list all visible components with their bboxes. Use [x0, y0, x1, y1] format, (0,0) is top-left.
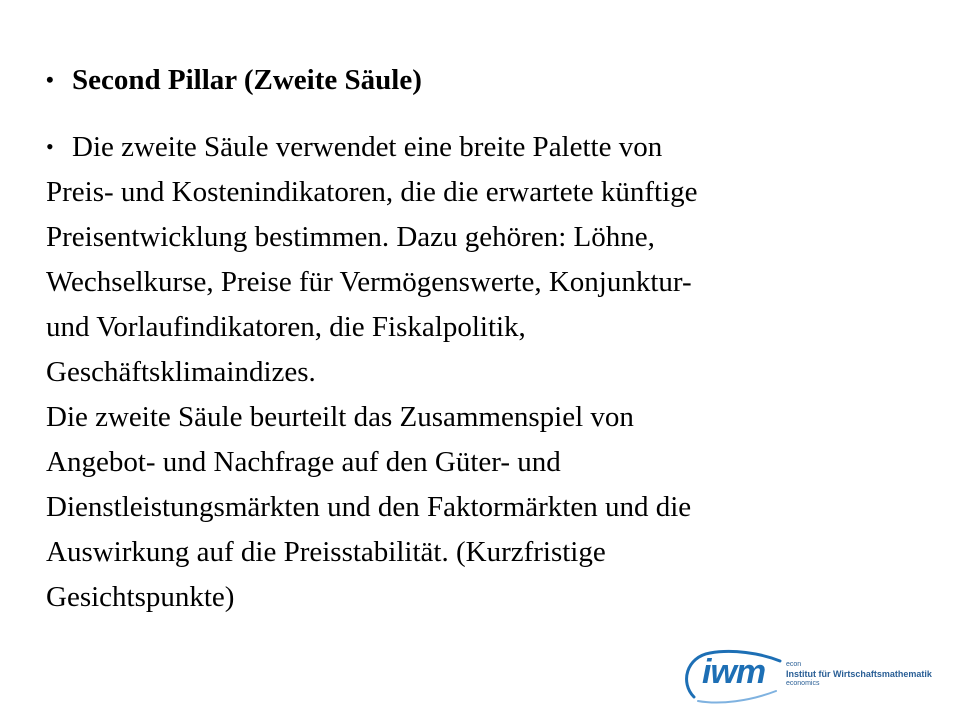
body-line: Auswirkung auf die Preisstabilität. (Kurzfristige	[46, 536, 606, 568]
logo-line-institute: Institut für Wirtschaftsmathematik	[786, 669, 932, 679]
bullet-icon: •	[46, 134, 54, 159]
body-line: Angebot- und Nachfrage auf den Güter- und	[46, 446, 561, 478]
body-line-first	[46, 124, 926, 170]
logo-line-economics: economics	[786, 680, 820, 687]
body-line: Wechselkurse, Preise für Vermögenswerte, Konjunktur-	[46, 266, 692, 298]
iwm-logo	[680, 647, 932, 705]
body-text	[46, 124, 926, 620]
body-line: Dienstleistungsmärkten und den Faktormärkten und die	[46, 491, 692, 523]
logo-line-econ: econ	[786, 661, 802, 668]
body-line: Geschäftsklimaindizes.	[46, 356, 316, 388]
body-line: Preis- und Kostenindikatoren, die die erwartete künftige	[46, 176, 698, 208]
body-line-text: Die zweite Säule verwendet eine breite Palette von	[72, 131, 663, 163]
body-line: Die zweite Säule beurteilt das Zusammenspiel von	[46, 401, 634, 433]
slide-heading	[46, 60, 422, 100]
bullet-icon: •	[46, 67, 54, 92]
iwm-logo-word: iwm	[702, 653, 766, 691]
body-line: und Vorlaufindikatoren, die Fiskalpolitik,	[46, 311, 526, 343]
body-line: Preisentwicklung bestimmen. Dazu gehören: Löhne,	[46, 221, 655, 253]
iwm-logo-caption	[786, 661, 932, 688]
heading-text: Second Pillar (Zweite Säule)	[72, 64, 422, 96]
body-line: Gesichtspunkte)	[46, 581, 235, 613]
